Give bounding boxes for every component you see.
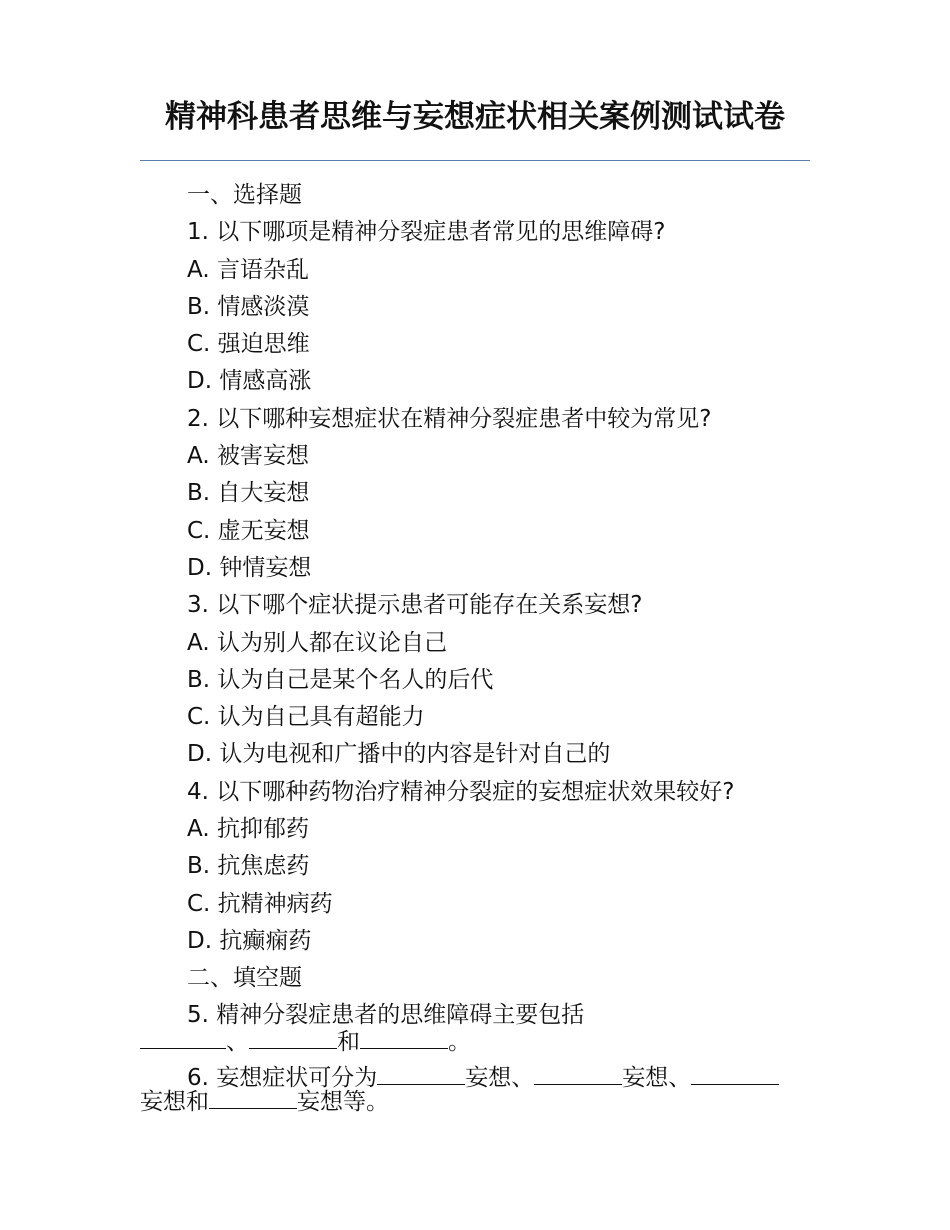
blank-separator: 和 xyxy=(337,1029,360,1055)
option-line: D. 抗癫痫药 xyxy=(187,927,312,954)
blank-end: 。 xyxy=(448,1029,471,1055)
blank-separator: 、 xyxy=(226,1029,249,1055)
option-line: A. 认为别人都在议论自己 xyxy=(187,629,447,656)
option-line: D. 钟情妄想 xyxy=(187,554,312,581)
question-5-line-1 xyxy=(140,1004,810,1027)
section-heading-choice: 一、选择题 xyxy=(187,182,302,208)
answer-blank[interactable] xyxy=(360,1028,448,1049)
question-5-line-2 xyxy=(140,1028,810,1054)
question-3: 3. 以下哪个症状提示患者可能存在关系妄想? xyxy=(187,592,643,619)
question-1: 1. 以下哪项是精神分裂症患者常见的思维障碍? xyxy=(187,219,666,246)
answer-blank[interactable] xyxy=(377,1064,465,1085)
document-title: 精神科患者思维与妄想症状相关案例测试试卷 xyxy=(165,99,785,135)
section-heading-fill: 二、填空题 xyxy=(187,965,302,992)
option-line: C. 认为自己具有超能力 xyxy=(187,704,425,731)
question-6-text: 6. 妄想症状可分为 xyxy=(187,1065,378,1091)
question-2: 2. 以下哪种妄想症状在精神分裂症患者中较为常见? xyxy=(187,405,712,432)
option-line: B. 情感淡漠 xyxy=(187,293,310,320)
option-line: D. 认为电视和广播中的内容是针对自己的 xyxy=(187,741,611,768)
option-line: B. 自大妄想 xyxy=(187,480,310,507)
option-line: C. 强迫思维 xyxy=(187,331,310,358)
answer-blank[interactable] xyxy=(249,1028,337,1049)
answer-blank[interactable] xyxy=(534,1064,622,1085)
option-line: B. 抗焦虑药 xyxy=(187,853,310,880)
answer-blank[interactable] xyxy=(691,1064,779,1085)
title-divider xyxy=(140,160,810,161)
blank-separator: 妄想、 xyxy=(622,1065,692,1091)
option-line: C. 虚无妄想 xyxy=(187,517,310,544)
option-line: A. 被害妄想 xyxy=(187,443,309,470)
blank-end: 妄想等。 xyxy=(297,1089,389,1115)
option-line: A. 抗抑郁药 xyxy=(187,816,309,843)
option-line: C. 抗精神病药 xyxy=(187,890,333,917)
option-line: B. 认为自己是某个名人的后代 xyxy=(187,666,494,693)
question-6-line-1 xyxy=(140,1064,810,1090)
question-5-text: 5. 精神分裂症患者的思维障碍主要包括 xyxy=(187,1002,585,1028)
question-4: 4. 以下哪种药物治疗精神分裂症的妄想症状效果较好? xyxy=(187,778,735,805)
option-line: A. 言语杂乱 xyxy=(187,256,309,283)
question-6-line-2 xyxy=(140,1088,810,1114)
option-line: D. 情感高涨 xyxy=(187,368,312,395)
question-list xyxy=(187,180,807,1001)
blank-separator: 妄想和 xyxy=(140,1089,209,1115)
blank-separator: 妄想、 xyxy=(465,1065,535,1091)
answer-blank[interactable] xyxy=(140,1028,226,1049)
answer-blank[interactable] xyxy=(209,1088,297,1109)
